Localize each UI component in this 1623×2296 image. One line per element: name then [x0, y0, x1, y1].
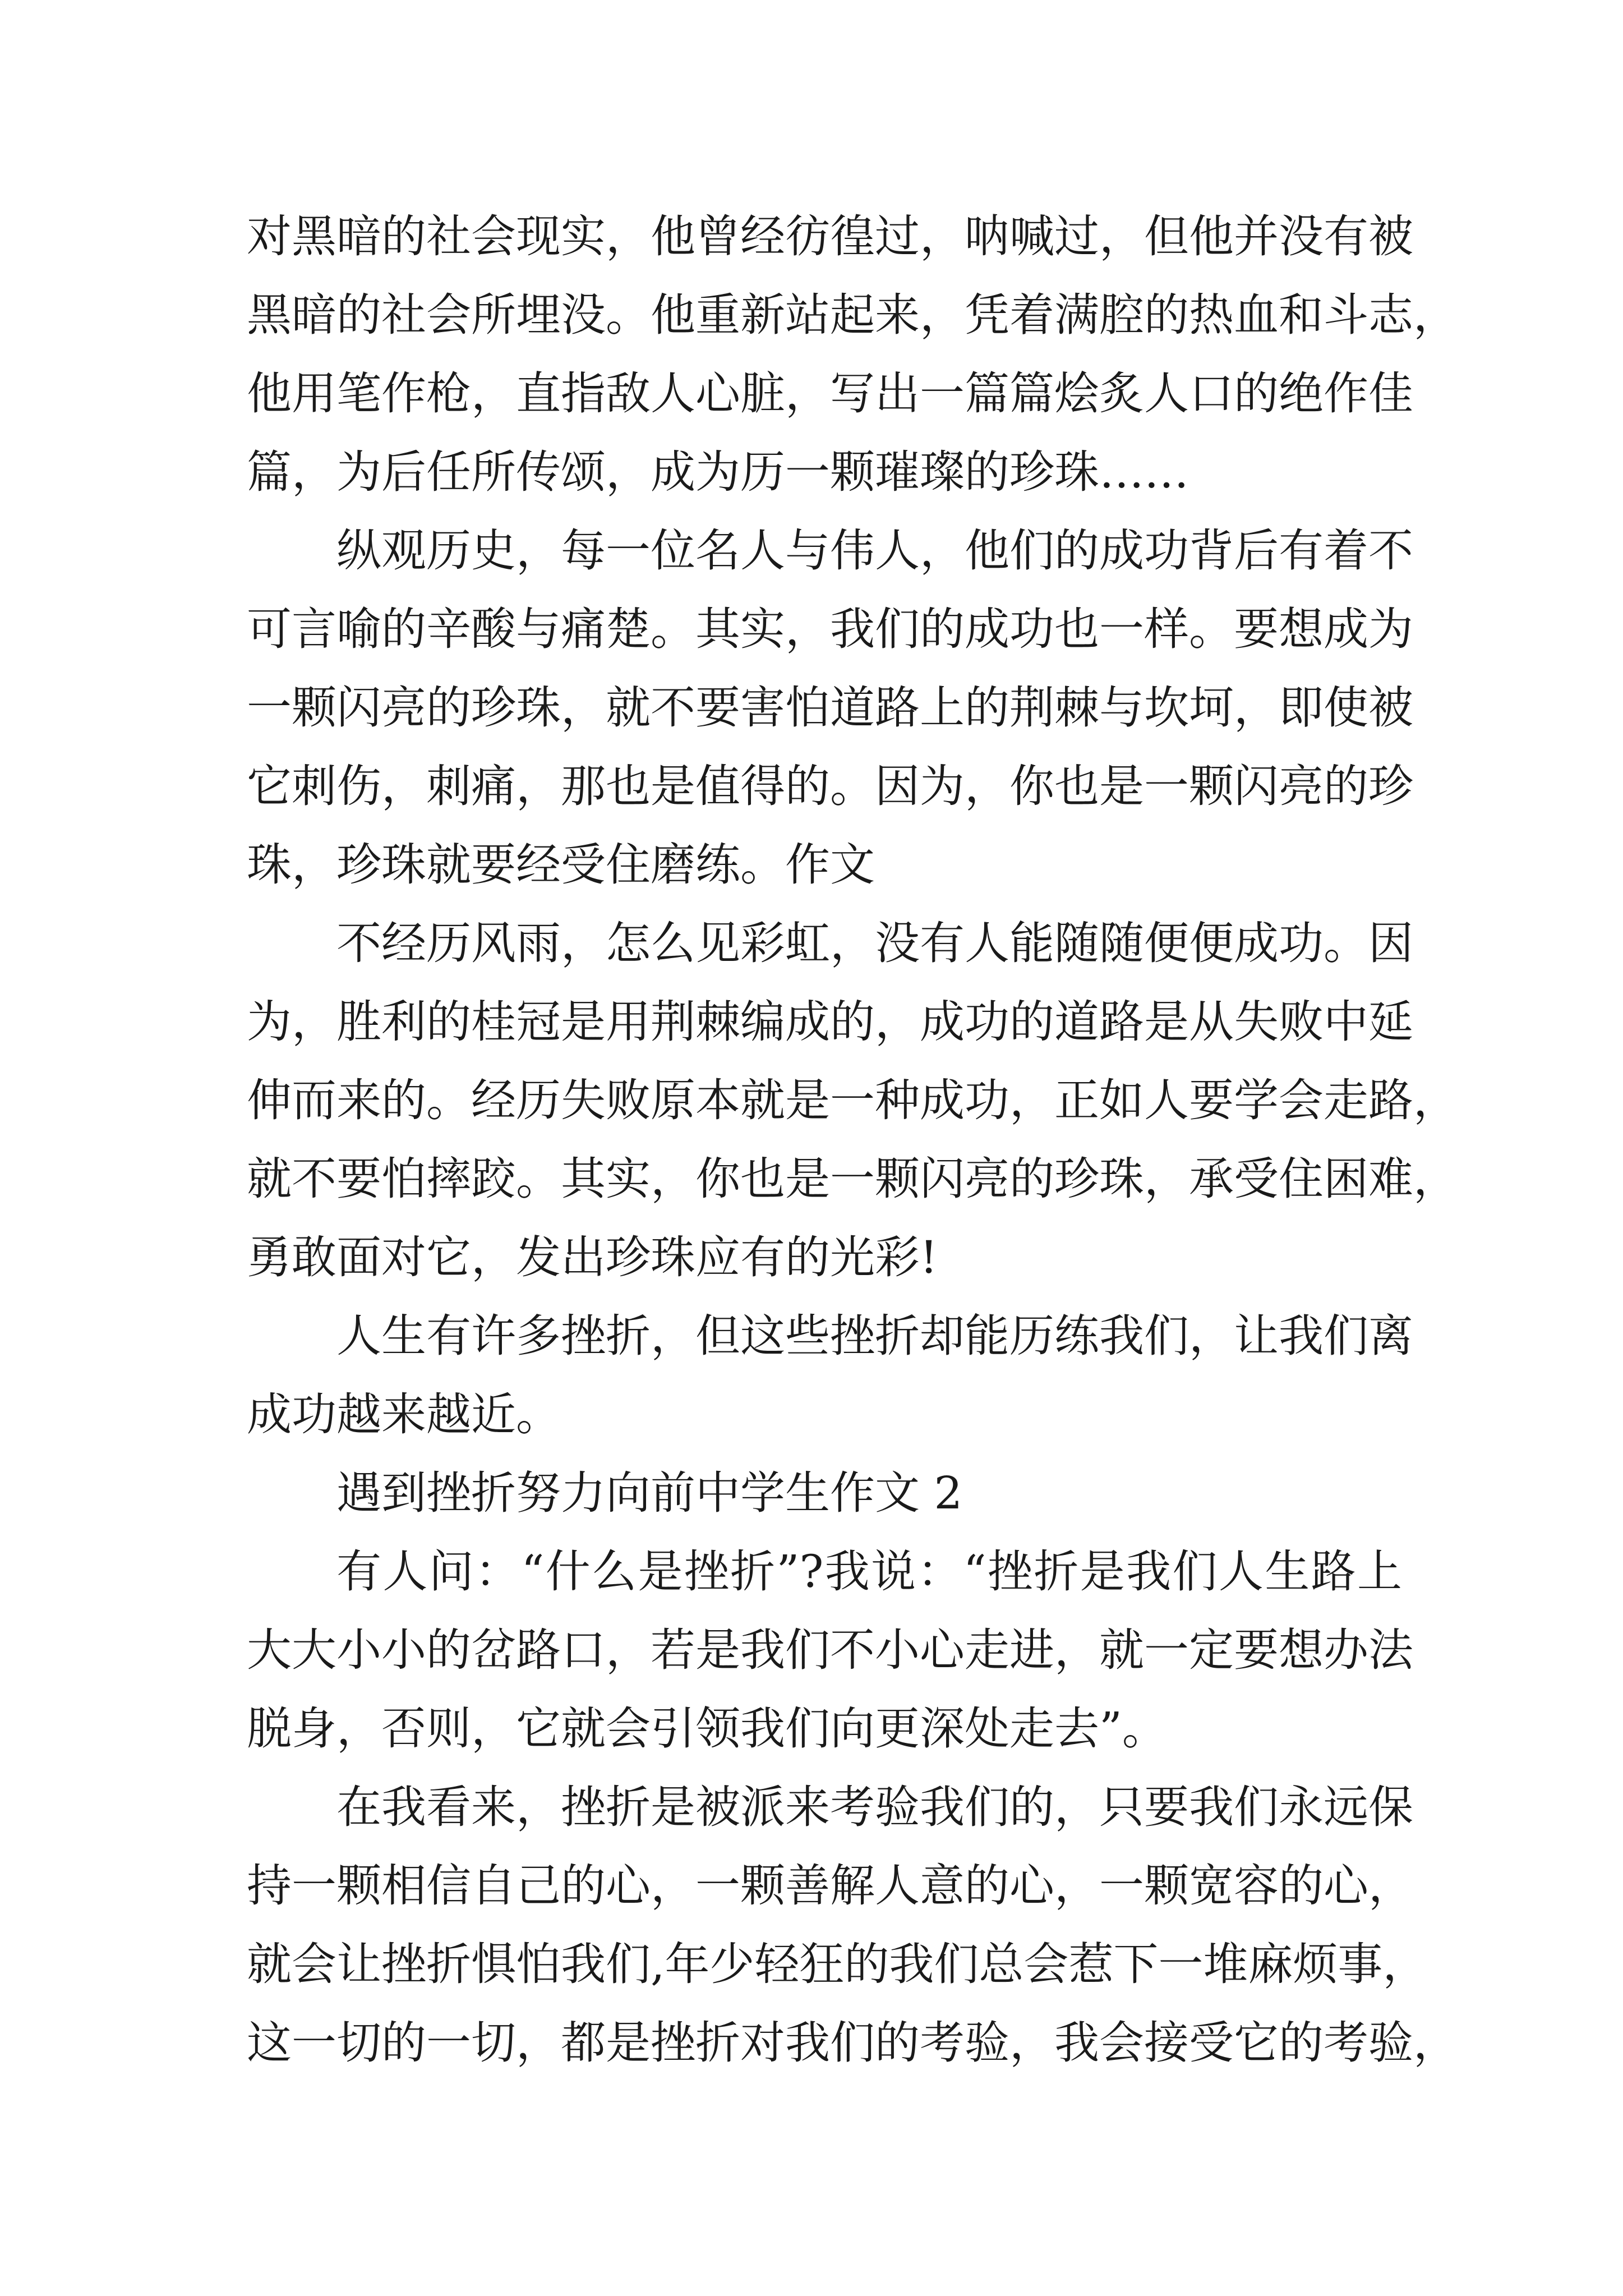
text-line: 可言喻的辛酸与痛楚。其实，我们的成功也一样。要想成为 [247, 603, 1413, 655]
text-line: 人生有许多挫折，但这些挫折却能历练我们，让我们离 [336, 1310, 1413, 1362]
text-line: 它刺伤，刺痛，那也是值得的。因为，你也是一颗闪亮的珍 [247, 760, 1413, 812]
text-line: 有人问：“什么是挫折”?我说：“挫折是我们人生路上 [336, 1545, 1402, 1598]
text-line: 勇敢面对它，发出珍珠应有的光彩! [247, 1231, 938, 1283]
text-line: 脱身，否则，它就会引领我们向更深处走去”。 [247, 1703, 1167, 1755]
text-line: 为，胜利的桂冠是用荆棘编成的，成功的道路是从失败中延 [247, 996, 1413, 1048]
text-line: 持一颗相信自己的心，一颗善解人意的心，一颗宽容的心， [247, 1860, 1413, 1912]
text-line: 成功越来越近。 [247, 1388, 561, 1441]
text-line: 就不要怕摔跤。其实，你也是一颗闪亮的珍珠，承受住困难， [247, 1153, 1458, 1205]
text-line: 大大小小的岔路口，若是我们不小心走进，就一定要想办法 [247, 1624, 1413, 1676]
text-line: 对黑暗的社会现实，他曾经彷徨过，呐喊过，但他并没有被 [247, 210, 1413, 263]
text-line: 一颗闪亮的珍珠，就不要害怕道路上的荆棘与坎坷，即使被 [247, 682, 1413, 734]
text-line: 黑暗的社会所埋没。他重新站起来，凭着满腔的热血和斗志， [247, 289, 1458, 341]
text-line: 就会让挫折惧怕我们,年少轻狂的我们总会惹下一堆麻烦事， [247, 1938, 1428, 1990]
text-line: 这一切的一切，都是挫折对我们的考验，我会接受它的考验， [247, 2017, 1458, 2069]
text-line: 珠，珍珠就要经受住磨练。作文 [247, 839, 875, 891]
text-line: 纵观历史，每一位名人与伟人，他们的成功背后有着不 [336, 524, 1413, 577]
text-line: 在我看来，挫折是被派来考验我们的，只要我们永远保 [336, 1781, 1413, 1833]
text-line: 篇，为后任所传颂，成为历一颗璀璨的珍珠…… [247, 446, 1189, 498]
document-body [247, 197, 1458, 2082]
text-line: 遇到挫折努力向前中学生作文 2 [336, 1467, 963, 1519]
text-line: 伸而来的。经历失败原本就是一种成功，正如人要学会走路， [247, 1074, 1458, 1126]
text-line: 不经历风雨，怎么见彩虹，没有人能随随便便成功。因 [336, 917, 1413, 969]
text-line: 他用笔作枪，直指敌人心脏，写出一篇篇烩炙人口的绝作佳 [247, 367, 1413, 420]
